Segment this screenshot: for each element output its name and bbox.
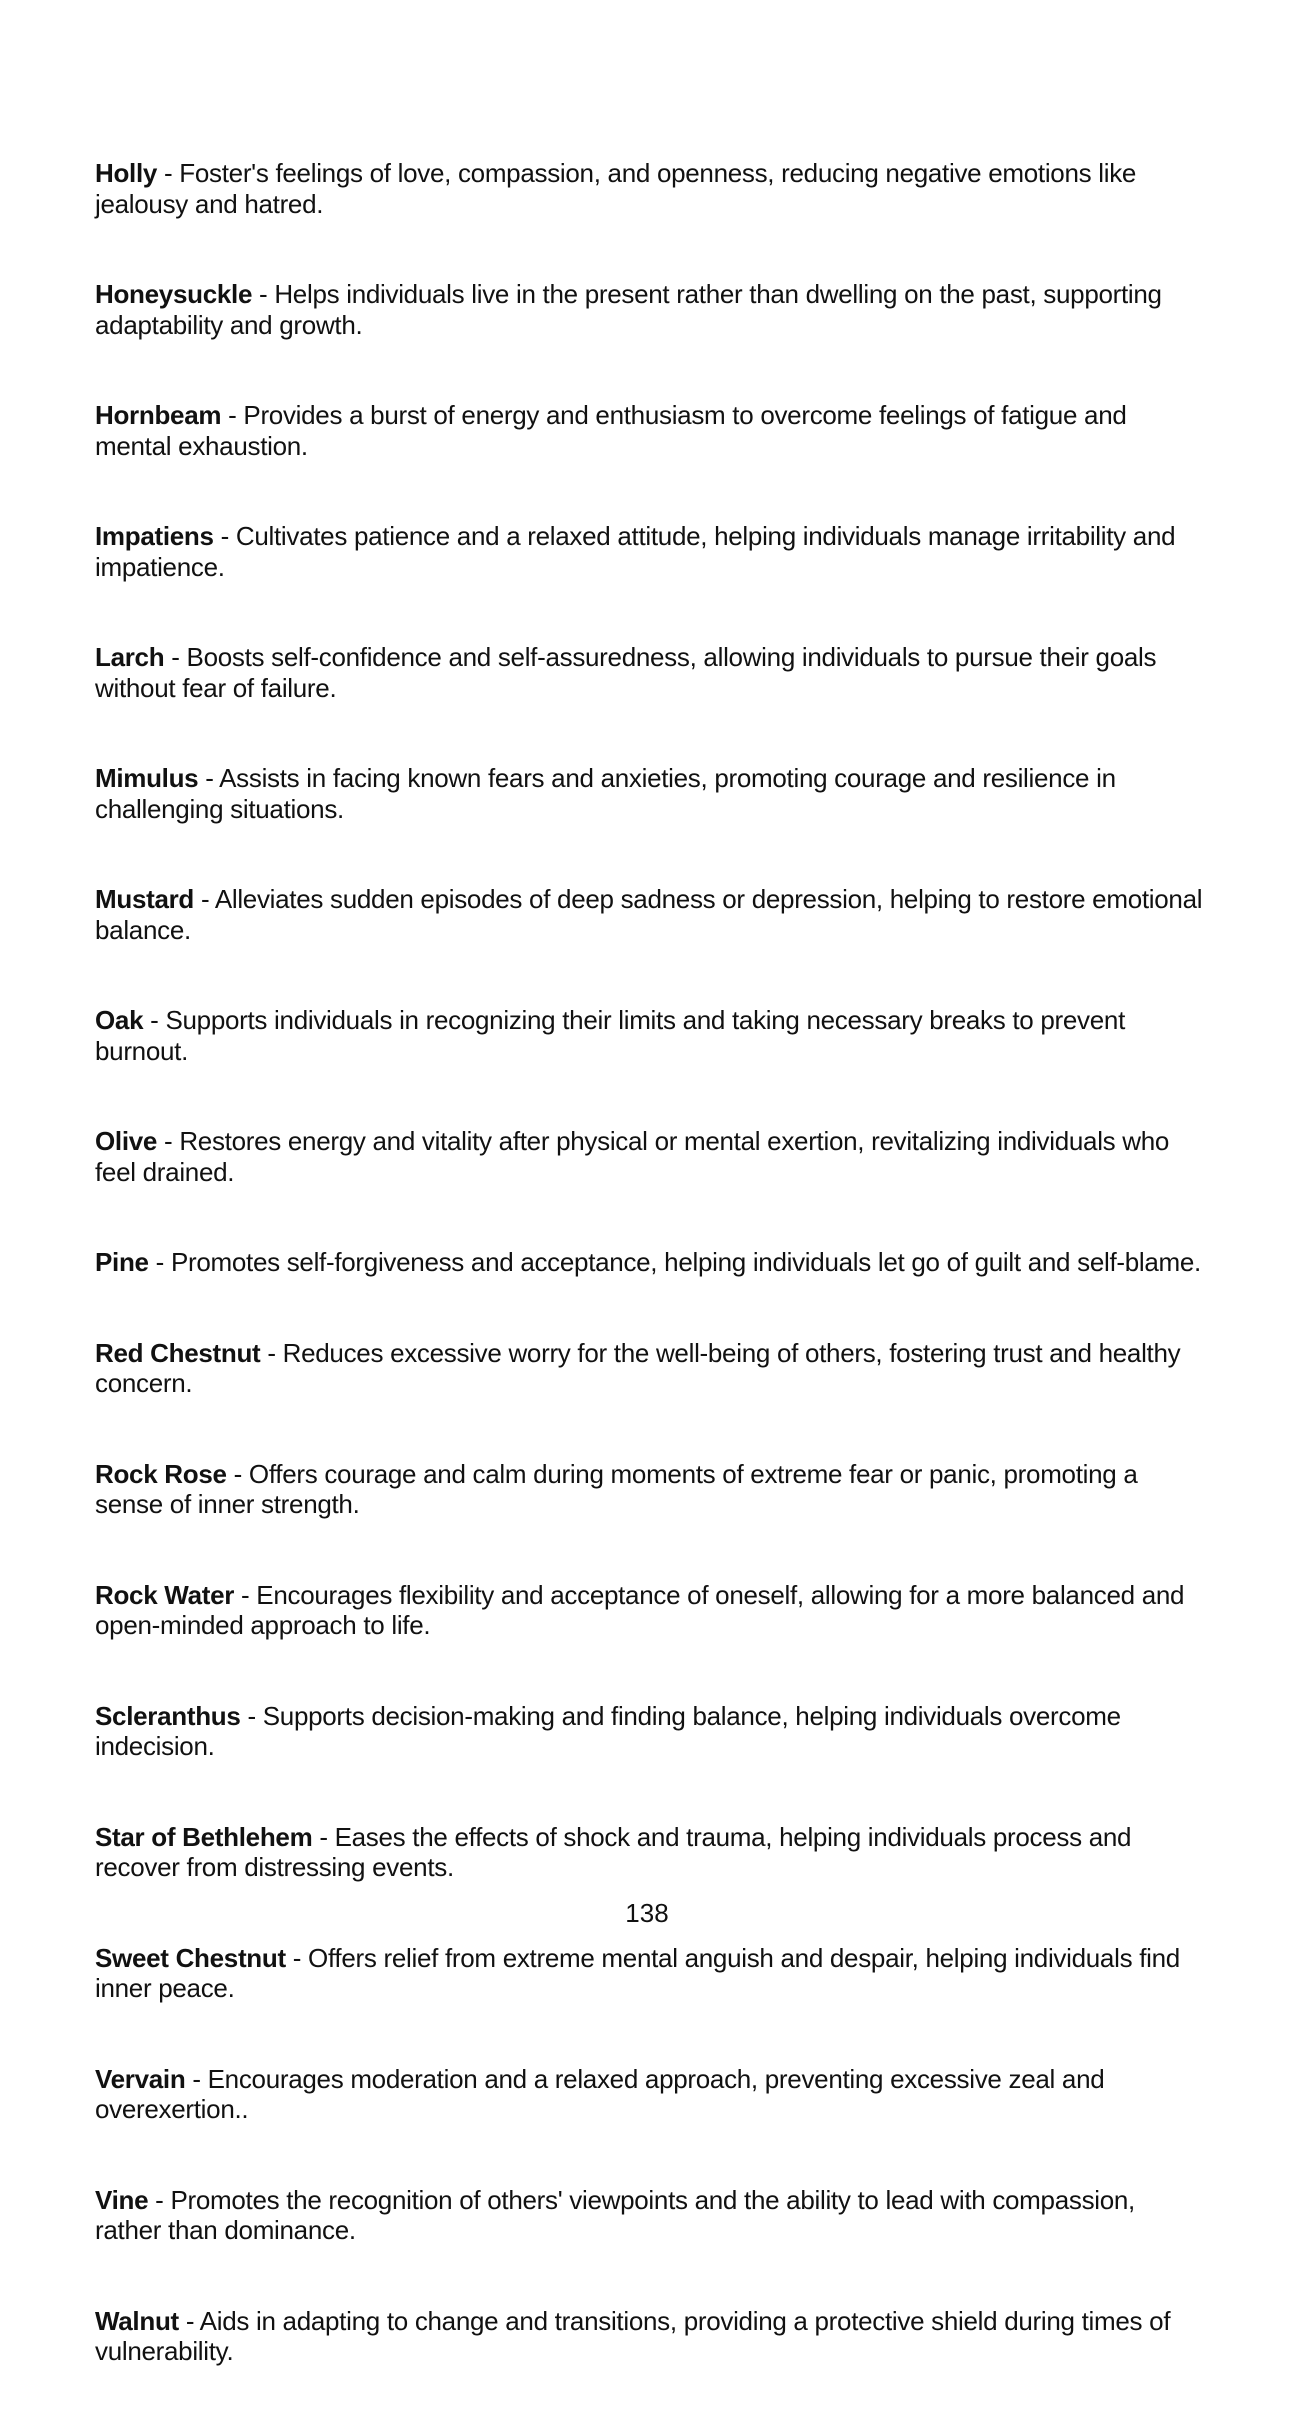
remedy-description: Supports decision-making and finding balance, helping individuals overcome indecision. <box>95 1700 1121 1761</box>
remedy-term: Mustard <box>95 884 195 914</box>
remedy-entry <box>95 2306 1205 2367</box>
remedy-list <box>95 158 1205 2427</box>
remedy-description: Foster's feelings of love, compassion, and openness, reducing negative emotions like jealousy and hatred. <box>95 158 1137 219</box>
remedy-entry <box>95 2064 1205 2125</box>
remedy-entry <box>95 1580 1205 1641</box>
separator: - <box>285 1942 309 1973</box>
remedy-entry <box>95 763 1205 824</box>
separator: - <box>260 1337 283 1368</box>
separator: - <box>148 1247 171 1277</box>
separator: - <box>221 400 244 430</box>
remedy-term: Star of Bethlehem <box>95 1821 313 1852</box>
remedy-term: Scleranthus <box>95 1700 241 1731</box>
remedy-term: Pine <box>95 1247 149 1277</box>
remedy-description: Provides a burst of energy and enthusiasm to overcome feelings of fatigue and mental exhaustion. <box>95 400 1127 461</box>
separator: - <box>178 2305 200 2336</box>
remedy-term: Oak <box>95 1005 144 1035</box>
remedy-entry <box>95 1126 1205 1187</box>
separator: - <box>198 763 220 793</box>
separator: - <box>234 1579 257 1610</box>
page-number: 138 <box>625 1898 669 1928</box>
remedy-description: Promotes self-forgiveness and acceptance, helping individuals let go of guilt and self-blame. <box>170 1247 1201 1277</box>
remedy-term: Red Chestnut <box>95 1337 261 1368</box>
remedy-term: Honeysuckle <box>95 279 253 309</box>
remedy-entry <box>95 1701 1205 1762</box>
separator: - <box>240 1700 263 1731</box>
remedy-term: Holly <box>95 158 158 188</box>
remedy-description: Restores energy and vitality after physical or mental exertion, revitalizing individuals who feel drained. <box>95 1126 1170 1187</box>
remedy-description: Cultivates patience and a relaxed attitude, helping individuals manage irritability and impatience. <box>95 521 1176 582</box>
remedy-description: Boosts self-confidence and self-assuredness, allowing individuals to pursue their goals without fear of failure. <box>95 642 1157 703</box>
remedy-entry <box>95 1005 1205 1066</box>
remedy-term: Olive <box>95 1126 158 1156</box>
remedy-description: Encourages flexibility and acceptance of oneself, allowing for a more balanced and open-minded approach to life. <box>95 1579 1185 1640</box>
remedy-description: Offers courage and calm during moments of extreme fear or panic, promoting a sense of inner strength. <box>95 1458 1138 1519</box>
remedy-entry <box>95 884 1205 945</box>
remedy-description: Encourages moderation and a relaxed approach, preventing excessive zeal and overexertion.. <box>95 2063 1105 2124</box>
remedy-entry <box>95 1338 1205 1399</box>
remedy-description: Eases the effects of shock and trauma, helping individuals process and recover from distressing events. <box>95 1821 1132 1882</box>
remedy-entry <box>95 400 1205 461</box>
remedy-description: Supports individuals in recognizing their limits and taking necessary breaks to prevent burnout. <box>95 1005 1125 1066</box>
remedy-entry <box>95 642 1205 703</box>
separator: - <box>213 521 236 551</box>
remedy-term: Rock Rose <box>95 1458 227 1489</box>
remedy-term: Larch <box>95 642 165 672</box>
separator: - <box>194 884 215 914</box>
remedy-description: Promotes the recognition of others' viewpoints and the ability to lead with compassion, rather than dominance. <box>95 2184 1135 2245</box>
remedy-entry <box>95 521 1205 582</box>
remedy-description: Assists in facing known fears and anxieties, promoting courage and resilience in challenging situations. <box>95 763 1116 824</box>
remedy-entry <box>95 1247 1205 1278</box>
remedy-description: Helps individuals live in the present rather than dwelling on the past, supporting adaptability and growth. <box>95 279 1162 340</box>
remedy-term: Impatiens <box>95 521 214 551</box>
separator: - <box>157 1126 180 1156</box>
separator: - <box>226 1458 249 1489</box>
remedy-description: Alleviates sudden episodes of deep sadness or depression, helping to restore emotional balance. <box>95 884 1203 945</box>
separator: - <box>252 279 275 309</box>
remedy-entry <box>95 1943 1205 2004</box>
remedy-entry <box>95 2185 1205 2246</box>
remedy-description: Aids in adapting to change and transitions, providing a protective shield during times of vulnerability. <box>95 2305 1171 2366</box>
remedy-entry <box>95 1459 1205 1520</box>
remedy-description: Offers relief from extreme mental anguish and despair, helping individuals find inner peace. <box>95 1942 1180 2003</box>
remedy-term: Vine <box>95 2184 149 2215</box>
remedy-term: Mimulus <box>95 763 199 793</box>
remedy-entry <box>95 158 1205 219</box>
separator: - <box>157 158 180 188</box>
separator: - <box>312 1821 335 1852</box>
separator: - <box>143 1005 166 1035</box>
remedy-description: Reduces excessive worry for the well-being of others, fostering trust and healthy concern. <box>95 1337 1181 1398</box>
remedy-term: Rock Water <box>95 1579 235 1610</box>
remedy-term: Vervain <box>95 2063 186 2094</box>
separator: - <box>185 2063 208 2094</box>
separator: - <box>148 2184 171 2215</box>
remedy-entry <box>95 1822 1205 1883</box>
remedy-term: Sweet Chestnut <box>95 1942 286 1973</box>
remedy-entry <box>95 279 1205 340</box>
remedy-term: Walnut <box>95 2305 179 2336</box>
separator: - <box>164 642 187 672</box>
remedy-term: Hornbeam <box>95 400 222 430</box>
